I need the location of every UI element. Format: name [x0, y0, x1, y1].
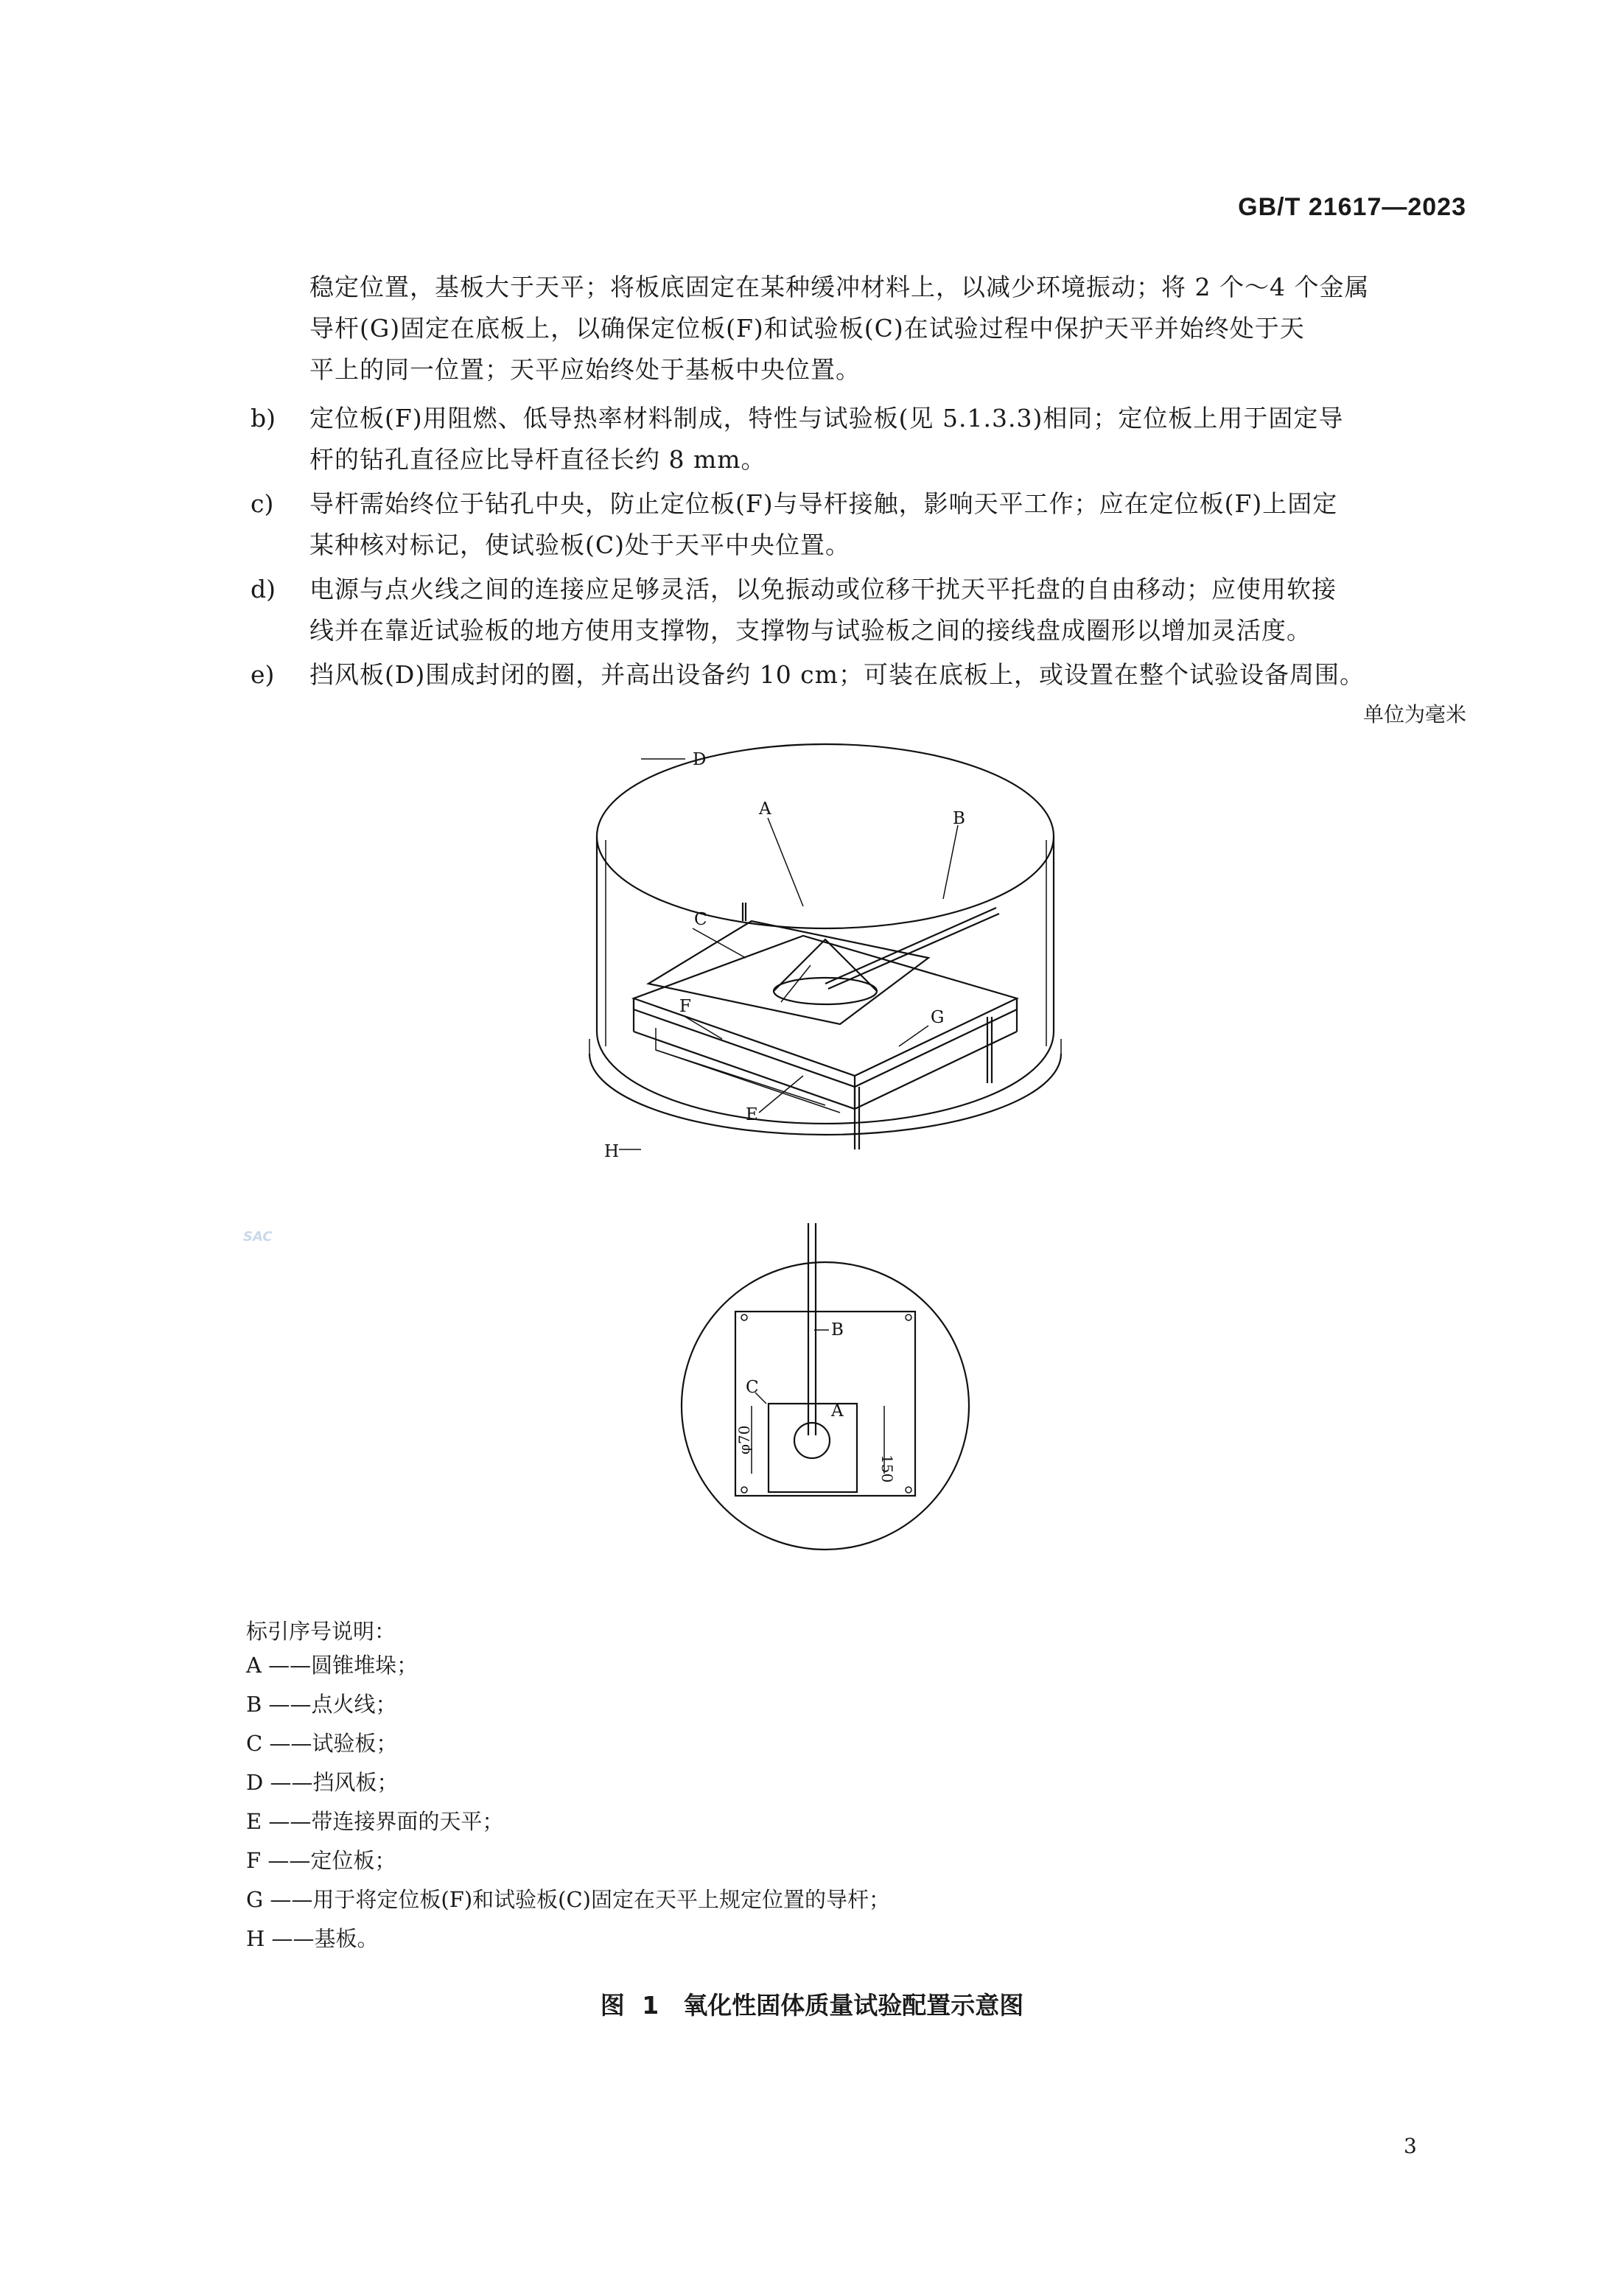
- intro-line: 稳定位置，基板大于天平；将板底固定在某种缓冲材料上，以减少环境振动；将 2 个～4 个金属: [309, 273, 1370, 301]
- legend-separator: ——: [268, 1809, 312, 1834]
- legend-key: D: [246, 1770, 264, 1795]
- legend-item: [246, 1846, 396, 1875]
- label-C-top: C: [746, 1378, 759, 1397]
- list-item-label: c): [251, 489, 274, 518]
- draft-shield-bottom: [597, 1032, 1054, 1124]
- legend-text: 基板。: [314, 1926, 379, 1951]
- legend-key: E: [246, 1809, 262, 1834]
- legend-key: F: [246, 1848, 262, 1873]
- legend-item: [246, 1807, 503, 1836]
- legend-text: 用于将定位板(F)和试验板(C)固定在天平上规定位置的导杆；: [312, 1887, 890, 1912]
- intro-line: 平上的同一位置；天平应始终处于基板中央位置。: [309, 355, 861, 384]
- legend-separator: ——: [267, 1848, 311, 1873]
- list-item-line: 导杆需始终位于钻孔中央，防止定位板(F)与导杆接触，影响天平工作；应在定位板(F)上固定: [309, 489, 1338, 518]
- draft-shield-top-rim: [597, 744, 1054, 928]
- list-item-d: [309, 569, 1466, 651]
- list-item-b: [309, 398, 1466, 480]
- legend-item: [246, 1690, 397, 1719]
- legend-separator: ——: [269, 1731, 312, 1756]
- label-F: F: [679, 997, 691, 1016]
- legend-item: [246, 1885, 890, 1914]
- label-E: E: [746, 1105, 758, 1124]
- legend-text: 带连接界面的天平；: [311, 1809, 504, 1834]
- dimension-diameter: φ70: [735, 1425, 753, 1454]
- legend-separator: ——: [270, 1770, 313, 1795]
- list-item-line: 电源与点火线之间的连接应足够灵活，以免振动或位移干扰天平托盘的自由移动；应使用软接: [309, 575, 1337, 603]
- intro-line: 导杆(G)固定在底板上，以确保定位板(F)和试验板(C)在试验过程中保护天平并始终处于天: [309, 314, 1305, 343]
- label-G: G: [931, 1008, 945, 1027]
- legend-separator: ——: [270, 1887, 313, 1912]
- list-item-label: e): [251, 660, 275, 689]
- legend-key: G: [246, 1887, 264, 1912]
- legend-separator: ——: [268, 1692, 312, 1717]
- legend-item: [246, 1650, 418, 1680]
- legend-separator: ——: [268, 1653, 312, 1678]
- legend-item: [246, 1924, 379, 1953]
- list-item-label: d): [251, 575, 276, 603]
- cone-circle: [794, 1423, 830, 1458]
- apparatus-perspective-diagram: [575, 737, 1076, 1208]
- ignition-wire: [825, 908, 996, 984]
- legend-text: 试验板；: [312, 1731, 398, 1756]
- standard-code: GB/T 21617—2023: [1238, 193, 1466, 221]
- label-H: H: [604, 1142, 620, 1161]
- label-D: D: [693, 750, 707, 769]
- list-item-line: 某种核对标记，使试验板(C)处于天平中央位置。: [309, 531, 850, 559]
- legend-text: 点火线；: [311, 1692, 397, 1717]
- intro-paragraph: [309, 267, 1466, 391]
- figure-caption: 图 1 氧化性固体质量试验配置示意图: [600, 1991, 1024, 2020]
- dimension-length: 150: [878, 1454, 896, 1483]
- units-note: 单位为毫米: [1362, 702, 1466, 727]
- legend-key: B: [246, 1692, 262, 1717]
- legend-text: 定位板；: [310, 1848, 396, 1873]
- sac-watermark: SAC: [243, 1229, 273, 1244]
- legend-separator: ——: [271, 1926, 315, 1951]
- apparatus-top-view-diagram: [663, 1223, 987, 1562]
- list-item-e: [309, 654, 1466, 696]
- list-item-c: [309, 483, 1466, 566]
- list-item-label: b): [251, 404, 276, 433]
- legend-key: A: [246, 1653, 262, 1678]
- label-C: C: [694, 910, 707, 929]
- label-A: A: [759, 799, 771, 819]
- legend-key: H: [246, 1926, 265, 1951]
- list-item-line: 定位板(F)用阻燃、低导热率材料制成，特性与试验板(见 5.1.3.3)相同；定位板上用于固定导: [309, 404, 1344, 433]
- page-number: 3: [1404, 2134, 1417, 2158]
- legend-item: [246, 1729, 397, 1758]
- test-plate-outline: [769, 1404, 857, 1492]
- legend-title: 标引序号说明：: [246, 1619, 396, 1644]
- list-item-line: 挡风板(D)围成封闭的圈，并高出设备约 10 cm；可装在底板上，或设置在整个试验设备周围。: [309, 660, 1365, 689]
- list-item-line: 杆的钻孔直径应比导杆直径长约 8 mm。: [309, 445, 766, 474]
- legend-text: 挡风板；: [312, 1770, 399, 1795]
- label-B: B: [953, 809, 965, 828]
- draft-shield-circle: [682, 1262, 969, 1550]
- label-B-top: B: [831, 1320, 844, 1340]
- label-A-top: A: [831, 1401, 844, 1421]
- legend-key: C: [246, 1731, 263, 1756]
- list-item-line: 线并在靠近试验板的地方使用支撑物，支撑物与试验板之间的接线盘成圈形以增加灵活度。: [309, 616, 1312, 645]
- legend-item: [246, 1768, 399, 1797]
- balance-frame: [634, 1032, 1017, 1109]
- legend-text: 圆锥堆垛；: [311, 1653, 419, 1678]
